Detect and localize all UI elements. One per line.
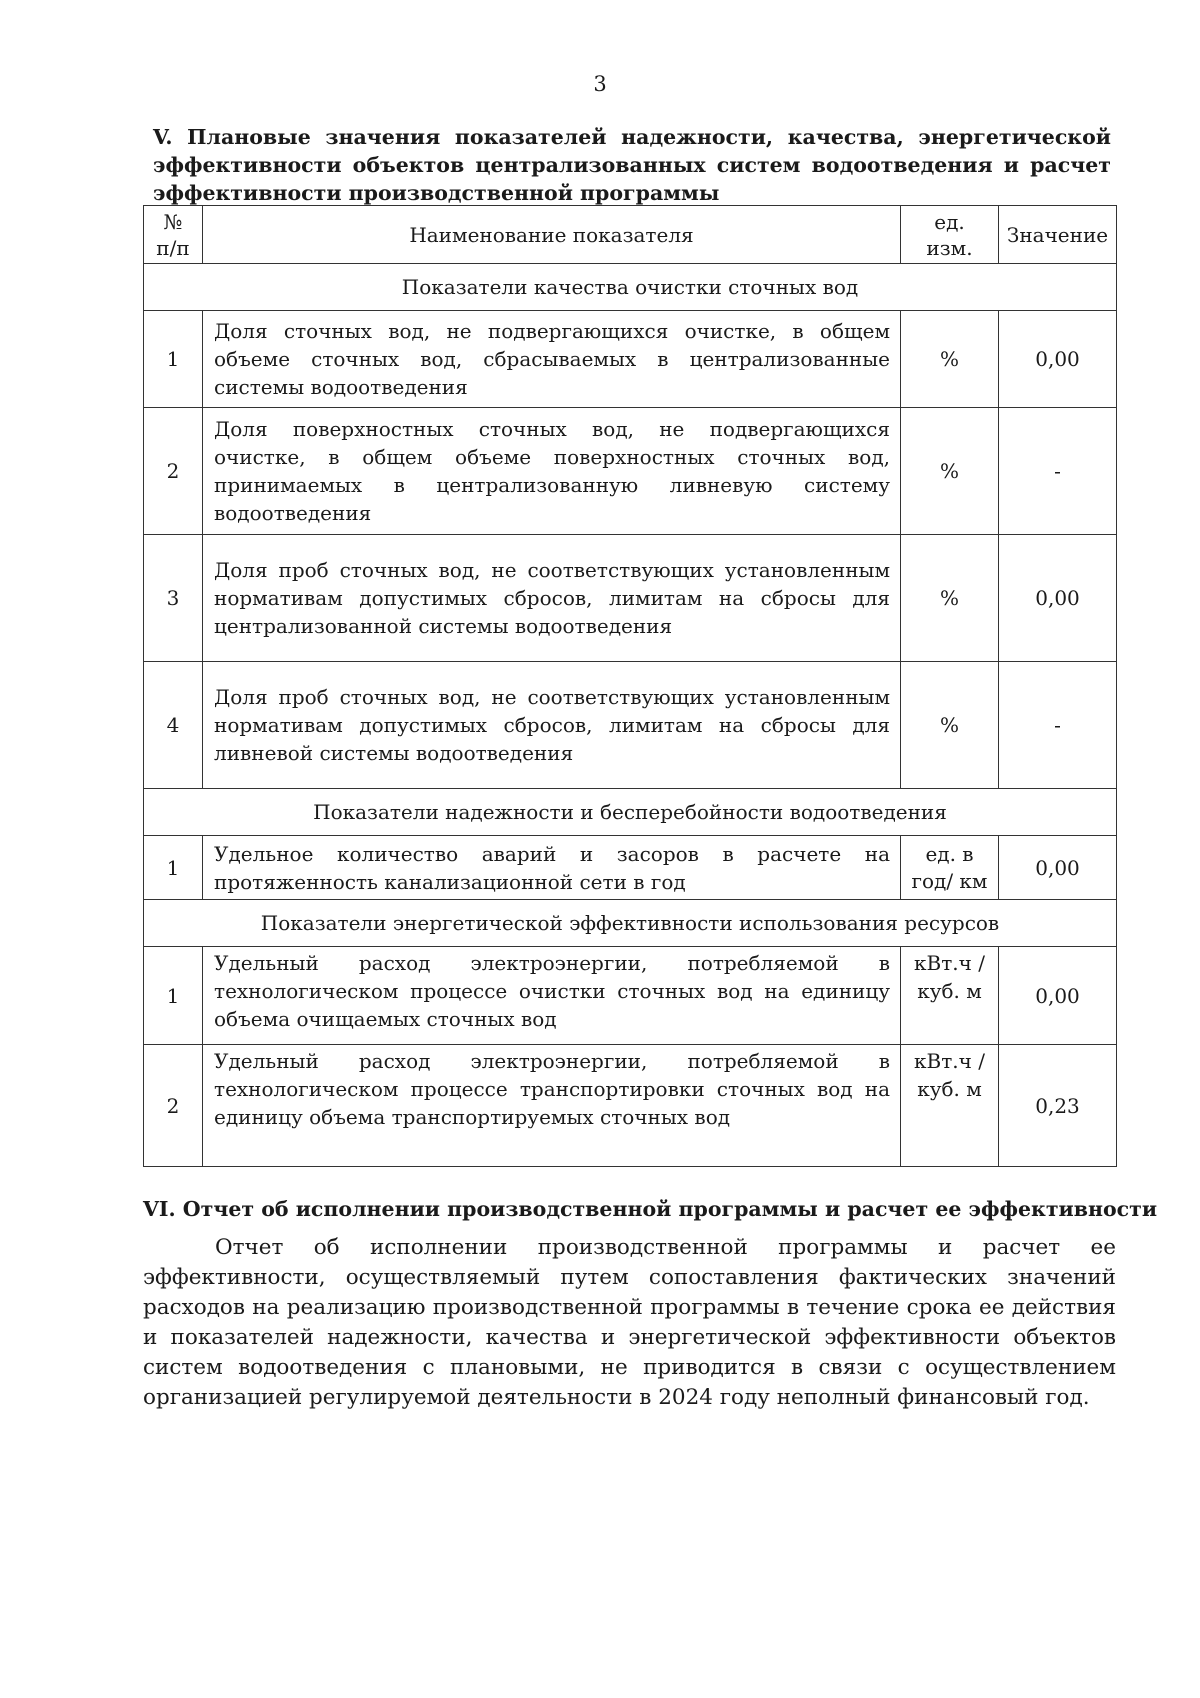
page-number: 3 [593, 72, 607, 96]
row-value: - [999, 408, 1117, 535]
table-row [144, 662, 1117, 789]
table-row [144, 947, 1117, 1045]
row-num: 1 [144, 311, 203, 408]
row-name: Доля проб сточных вод, не соответствующих установленным нормативам допустимых сбросов, лимитам на сбросы для централизованной системы водоотведения [203, 535, 901, 662]
header-value: Значение [999, 206, 1117, 264]
row-name: Доля сточных вод, не подвергающихся очистке, в общем объеме сточных вод, сбрасываемых в централизованные системы водоотведения [203, 311, 901, 408]
section-5-heading: V. Плановые значения показателей надежности, качества, энергетической эффективности объектов централизованных систем водоотведения и расчет эффективности производственной программы [153, 125, 1111, 205]
table-row [144, 1045, 1117, 1167]
group-row-reliability [144, 789, 1117, 836]
row-value: 0,00 [999, 947, 1117, 1045]
row-name: Удельное количество аварий и засоров в расчете на протяженность канализационной сети в год [203, 836, 901, 900]
header-num: № п/п [144, 206, 203, 264]
group-title: Показатели энергетической эффективности использования ресурсов [144, 900, 1117, 947]
row-unit: % [901, 311, 999, 408]
table-row [144, 535, 1117, 662]
indicators-table [143, 205, 1117, 1167]
row-unit: % [901, 408, 999, 535]
header-name: Наименование показателя [203, 206, 901, 264]
group-title: Показатели качества очистки сточных вод [144, 264, 1117, 311]
table-row [144, 836, 1117, 900]
row-unit: ед. в год/ км [901, 836, 999, 900]
row-value: 0,23 [999, 1045, 1117, 1167]
table-header-row [144, 206, 1117, 264]
table-row [144, 311, 1117, 408]
row-unit: % [901, 535, 999, 662]
group-row-energy [144, 900, 1117, 947]
row-value: 0,00 [999, 311, 1117, 408]
row-num: 3 [144, 535, 203, 662]
row-unit: кВт.ч / куб. м [901, 1045, 999, 1167]
row-num: 1 [144, 836, 203, 900]
row-name: Удельный расход электроэнергии, потребляемой в технологическом процессе транспортировки сточных вод на единицу объема транспортируемых сточных вод [203, 1045, 901, 1167]
row-num: 2 [144, 1045, 203, 1167]
row-name: Удельный расход электроэнергии, потребляемой в технологическом процессе очистки сточных вод на единицу объема очищаемых сточных вод [203, 947, 901, 1045]
row-value: - [999, 662, 1117, 789]
header-unit: ед. изм. [901, 206, 999, 264]
row-value: 0,00 [999, 836, 1117, 900]
row-name: Доля проб сточных вод, не соответствующих установленным нормативам допустимых сбросов, лимитам на сбросы для ливневой системы водоотведения [203, 662, 901, 789]
group-title: Показатели надежности и бесперебойности водоотведения [144, 789, 1117, 836]
group-row-quality [144, 264, 1117, 311]
row-num: 1 [144, 947, 203, 1045]
row-num: 2 [144, 408, 203, 535]
table-row [144, 408, 1117, 535]
row-name: Доля поверхностных сточных вод, не подвергающихся очистке, в общем объеме поверхностных сточных вод, принимаемых в централизованную ливневую систему водоотведения [203, 408, 901, 535]
section-6-heading: VI. Отчет об исполнении производственной программы и расчет ее эффективности [143, 1197, 1158, 1221]
row-unit: кВт.ч / куб. м [901, 947, 999, 1045]
row-value: 0,00 [999, 535, 1117, 662]
row-unit: % [901, 662, 999, 789]
row-num: 4 [144, 662, 203, 789]
section-6-paragraph: Отчет об исполнении производственной программы и расчет ее эффективности, осуществляемый путем сопоставления фактических значений расходов на реализацию производственной программы в течение срока ее действия и показателей надежности, качества и энергетической эффективности объектов систем водоотведения с плановыми, не приводится в связи с осуществлением организацией регулируемой деятельности в 2024 году неполный финансовый год. [143, 1235, 1116, 1410]
